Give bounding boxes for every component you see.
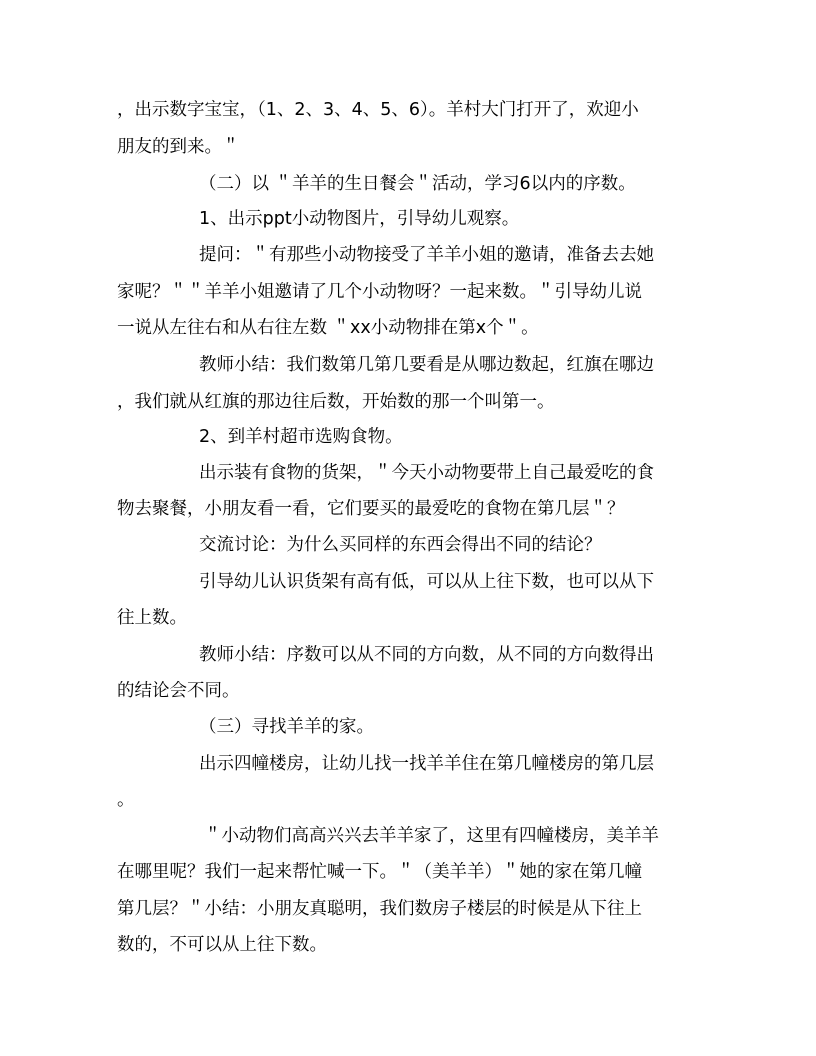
text-line: 。: [117, 790, 135, 810]
section-heading: （三）寻找羊羊的家。: [199, 717, 374, 737]
text-line: 数的，不可以从上往下数。: [117, 935, 327, 955]
text-line: 提问：＂有那些小动物接受了羊羊小姐的邀请，准备去去她: [199, 245, 654, 265]
text-line: 引导幼儿认识货架有高有低，可以从上往下数，也可以从下: [199, 572, 654, 592]
text-line: 第几层？＂小结：小朋友真聪明，我们数房子楼层的时候是从下往上: [117, 899, 642, 919]
text-line: 出示四幢楼房，让幼儿找一找羊羊住在第几幢楼房的第几层: [199, 754, 654, 774]
text-line: ，出示数字宝宝，（1、2、3、4、5、6）。羊村大门打开了，欢迎小: [117, 100, 639, 120]
section-heading: （二）以 ＂羊羊的生日餐会＂活动，学习6以内的序数。: [199, 174, 636, 194]
text-line: 1、出示ppt小动物图片，引导幼儿观察。: [199, 209, 520, 229]
text-line: 往上数。: [117, 608, 187, 628]
text-line: 物去聚餐，小朋友看一看，它们要买的最爱吃的食物在第几层＂？: [117, 499, 625, 519]
text-line: 交流讨论：为什么买同样的东西会得出不同的结论？: [199, 535, 602, 555]
text-line: 出示装有食物的货架，＂今天小动物要带上自己最爱吃的食: [199, 463, 654, 483]
text-line: ＂小动物们高高兴兴去羊羊家了，这里有四幢楼房，美羊羊: [204, 826, 659, 846]
text-line: 朋友的到来。＂: [117, 137, 240, 157]
text-line: 一说从左往右和从右往左数 ＂xx小动物排在第x个＂。: [117, 318, 539, 338]
text-line: 在哪里呢？我们一起来帮忙喊一下。＂（美羊羊）＂她的家在第几幢: [117, 862, 642, 882]
text-line: 家呢？＂＂羊羊小姐邀请了几个小动物呀？一起来数。＂引导幼儿说: [117, 282, 642, 302]
text-line: 的结论会不同。: [117, 681, 240, 701]
text-line: 教师小结：序数可以从不同的方向数，从不同的方向数得出: [199, 645, 654, 665]
text-line: 教师小结：我们数第几第几要看是从哪边数起，红旗在哪边: [199, 355, 654, 375]
text-line: ，我们就从红旗的那边往后数，开始数的那一个叫第一。: [117, 392, 555, 412]
text-line: 2、到羊村超市选购食物。: [199, 427, 403, 447]
